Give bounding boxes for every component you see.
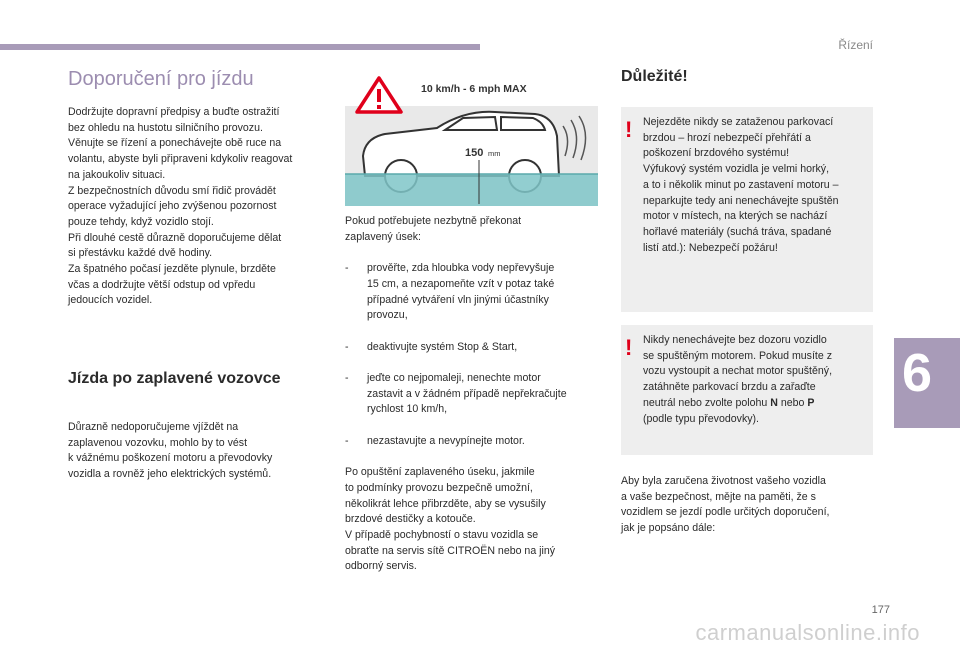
driving-intro-text: Dodržujte dopravní předpisy a buďte ostražití bez ohledu na hustotu silničního provozu. Věnujte se řízení a ponechávejte obě ruce na volantu, abyste byli připraveni kdykoliv reagovat na jakoukoliv situaci. Z bezpečnostních důvodu smí řidič provádět operace vyžadující jeho zvýšenou pozornost pouze tehdy, když vozidlo stojí. Při dlouhé cestě důrazně doporučujeme dělat si přestávku každé dvě hodiny. Za špatného počasí jezděte plynule, brzděte včas a dodržujte větší odstup od vpředu jedoucích vozidel. [68, 106, 293, 307]
warning-box-unattended [621, 325, 873, 455]
flooded-road-illustration [345, 76, 598, 206]
list-item: - prověřte, zda hloubka vody nepřevyšuje 15 cm, a nezapomeňte vzít v potaz také případné vytváření vln jinými účastníky provozu, [345, 262, 555, 322]
warning-box-parking-brake [621, 107, 873, 312]
column-middle [345, 214, 600, 575]
flood-section-text: Důrazně nedoporučujeme vjíždět na zaplavenou vozovku, mohlo by to vést k vážnému poškození motoru a převodovky vozidla a rovněž jeho elektrických systémů. [68, 421, 273, 481]
flood-after-text: Po opuštění zaplaveného úseku, jakmile to podmínky provozu bezpečně umožní, několikrát lehce přibrzděte, aby se vysušily brzdové destičky a kotouče. V případě pochybností o stavu vozidla se obraťte na servis sítě CITROËN nebo na jiný odborný servis. [345, 466, 556, 573]
chapter-number: 6 [901, 343, 932, 403]
speed-limit-label: 10 km/h - 6 mph MAX [421, 83, 527, 95]
section-label: Řízení [838, 38, 873, 52]
flood-section-title: Jízda po zaplavené vozovce [68, 370, 281, 387]
list-item: - nezastavujte a nevypínejte motor. [345, 434, 525, 447]
watermark: carmanualsonline.info [695, 620, 920, 645]
flood-steps-list [345, 245, 600, 465]
list-item: - deaktivujte systém Stop & Start, [345, 340, 518, 353]
warning-text: Nikdy nenechávejte bez dozoru vozidlo se spuštěným motorem. Pokud musíte z vozu vystoupit a nechat motor spuštěný, zatáhněte parkovací brzdu a zařaďte neutrál nebo zvolte polohu N nebo P (podle typu převodovky). [643, 334, 833, 425]
water-depth-value: 150 [465, 147, 484, 159]
column-left [68, 60, 323, 481]
water-depth-unit: mm [488, 149, 501, 158]
list-item: - jeďte co nejpomaleji, nenechte motor zastavit a v žádném případě nepřekračujte rychlost 10 km/h, [345, 372, 567, 416]
header-bar [0, 44, 480, 50]
warning-text: Nejezděte nikdy se zataženou parkovací brzdou – hrozí nebezpečí přehřátí a poškození brzdového systému! Výfukový systém vozidla je velmi horký, a to i několik minut po zastavení motoru – neparkujte tedy ani nenechávejte spuštěn motor v místech, na kterých se nachází hořlavé materiály (suchá tráva, spadané listí atd.): Nebezpečí požáru! [643, 116, 839, 254]
column-right [621, 60, 873, 535]
page-title: Doporučení pro jízdu [68, 68, 254, 90]
page-number: 177 [871, 604, 890, 616]
warning-exclamation-icon: ! [625, 335, 633, 360]
flood-lead-text: Pokud potřebujete nezbytně překonat zaplavený úsek: [345, 215, 522, 243]
closing-text: Aby byla zaručena životnost vašeho vozidla a vaše bezpečnost, mějte na paměti, že s vozidlem se jezdí podle určitých doporučení, jak je popsáno dále: [621, 475, 830, 535]
warning-exclamation-icon: ! [625, 117, 633, 142]
important-title: Důležité! [621, 68, 688, 85]
